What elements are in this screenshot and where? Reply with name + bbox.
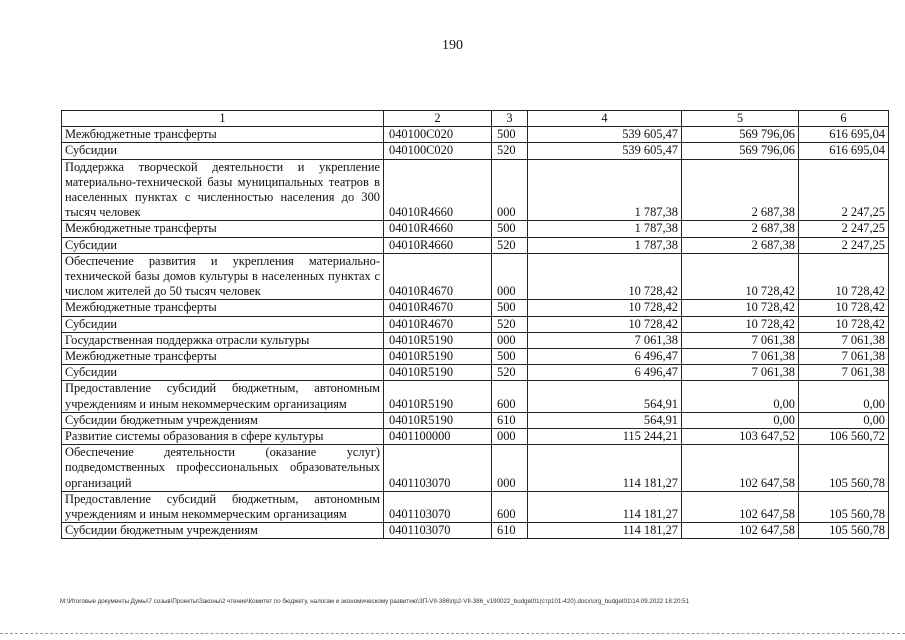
row-type: 000 [492, 253, 528, 300]
row-value-2: 2 687,38 [682, 221, 799, 237]
row-name: Предоставление субсидий бюджетным, автономным учреждениям и иным некоммерческим организациям [62, 381, 384, 412]
row-value-1: 10 728,42 [528, 300, 682, 316]
row-type: 500 [492, 349, 528, 365]
row-code: 04010R5190 [384, 349, 492, 365]
row-type: 000 [492, 159, 528, 221]
table-row [62, 300, 889, 316]
row-type: 520 [492, 316, 528, 332]
header-cell-4: 4 [528, 111, 682, 127]
row-value-1: 1 787,38 [528, 159, 682, 221]
row-value-1: 539 605,47 [528, 143, 682, 159]
row-type: 600 [492, 491, 528, 522]
row-type: 610 [492, 523, 528, 539]
header-cell-2: 2 [384, 111, 492, 127]
row-type: 000 [492, 429, 528, 445]
row-value-2: 7 061,38 [682, 332, 799, 348]
header-cell-1: 1 [62, 111, 384, 127]
table-row [62, 237, 889, 253]
header-cell-6: 6 [799, 111, 889, 127]
row-value-2: 7 061,38 [682, 365, 799, 381]
row-name: Межбюджетные трансферты [62, 127, 384, 143]
table-row [62, 221, 889, 237]
row-value-1: 114 181,27 [528, 491, 682, 522]
row-code: 04010R5190 [384, 412, 492, 428]
table-row [62, 349, 889, 365]
row-value-1: 10 728,42 [528, 316, 682, 332]
row-value-2: 2 687,38 [682, 159, 799, 221]
row-value-1: 115 244,21 [528, 429, 682, 445]
row-code: 04010R5190 [384, 332, 492, 348]
table-row [62, 127, 889, 143]
table-row [62, 332, 889, 348]
row-value-2: 103 647,52 [682, 429, 799, 445]
header-cell-5: 5 [682, 111, 799, 127]
row-name: Поддержка творческой деятельности и укрепление материально-технической базы муниципальных театров в населенных пунктах с численностью населения до 300 тысяч человек [62, 159, 384, 221]
row-value-2: 569 796,06 [682, 127, 799, 143]
row-value-1: 539 605,47 [528, 127, 682, 143]
row-value-2: 10 728,42 [682, 300, 799, 316]
row-code: 0401103070 [384, 523, 492, 539]
row-code: 0401100000 [384, 429, 492, 445]
row-value-2: 102 647,58 [682, 491, 799, 522]
row-value-2: 10 728,42 [682, 316, 799, 332]
table-row [62, 429, 889, 445]
row-type: 520 [492, 365, 528, 381]
row-code: 040100C020 [384, 127, 492, 143]
row-name: Государственная поддержка отрасли культуры [62, 332, 384, 348]
row-type: 520 [492, 143, 528, 159]
row-code: 04010R5190 [384, 381, 492, 412]
table-row [62, 253, 889, 300]
row-value-1: 10 728,42 [528, 253, 682, 300]
row-value-2: 0,00 [682, 412, 799, 428]
row-value-3: 616 695,04 [799, 143, 889, 159]
row-value-3: 105 560,78 [799, 491, 889, 522]
row-code: 04010R4660 [384, 159, 492, 221]
row-code: 04010R4670 [384, 316, 492, 332]
row-code: 04010R5190 [384, 365, 492, 381]
row-value-3: 7 061,38 [799, 365, 889, 381]
table-row [62, 445, 889, 492]
row-code: 04010R4660 [384, 221, 492, 237]
row-value-2: 0,00 [682, 381, 799, 412]
row-type: 500 [492, 127, 528, 143]
row-name: Субсидии [62, 365, 384, 381]
row-value-2: 569 796,06 [682, 143, 799, 159]
bottom-divider [0, 633, 905, 634]
row-name: Межбюджетные трансферты [62, 300, 384, 316]
table-header-row [62, 111, 889, 127]
row-value-2: 102 647,58 [682, 523, 799, 539]
row-name: Субсидии бюджетным учреждениям [62, 523, 384, 539]
row-value-2: 7 061,38 [682, 349, 799, 365]
row-name: Субсидии [62, 237, 384, 253]
row-value-2: 10 728,42 [682, 253, 799, 300]
row-value-1: 6 496,47 [528, 365, 682, 381]
table-body [62, 111, 889, 539]
row-value-2: 2 687,38 [682, 237, 799, 253]
row-value-1: 564,91 [528, 381, 682, 412]
row-type: 000 [492, 445, 528, 492]
footer-file-path: M:\Итоговые документы Думы\7 созыв\Проекты\Законы\2 чтение\Комитет по бюджету, налогам и экономическому развитию\ЗП-VII-386\пр2-VII-386_v190022_budget01(стр101-420).docx\org_budget01\14.09.2022 18:20:51 [60, 598, 690, 605]
table-row [62, 381, 889, 412]
row-value-3: 10 728,42 [799, 300, 889, 316]
row-value-1: 114 181,27 [528, 523, 682, 539]
row-name: Субсидии [62, 316, 384, 332]
header-cell-3: 3 [492, 111, 528, 127]
row-value-3: 0,00 [799, 381, 889, 412]
table-row [62, 523, 889, 539]
row-value-3: 0,00 [799, 412, 889, 428]
row-value-3: 616 695,04 [799, 127, 889, 143]
row-type: 600 [492, 381, 528, 412]
row-type: 610 [492, 412, 528, 428]
row-code: 04010R4670 [384, 300, 492, 316]
row-name: Субсидии бюджетным учреждениям [62, 412, 384, 428]
row-value-2: 102 647,58 [682, 445, 799, 492]
table-row [62, 159, 889, 221]
table-row [62, 412, 889, 428]
row-code: 04010R4670 [384, 253, 492, 300]
row-value-3: 105 560,78 [799, 445, 889, 492]
row-value-3: 7 061,38 [799, 332, 889, 348]
row-value-1: 1 787,38 [528, 237, 682, 253]
row-name: Обеспечение деятельности (оказание услуг) подведомственных профессиональных образовательных организаций [62, 445, 384, 492]
table-row [62, 143, 889, 159]
row-code: 04010R4660 [384, 237, 492, 253]
row-value-3: 2 247,25 [799, 237, 889, 253]
row-value-3: 10 728,42 [799, 253, 889, 300]
row-value-1: 6 496,47 [528, 349, 682, 365]
row-code: 0401103070 [384, 445, 492, 492]
row-value-1: 114 181,27 [528, 445, 682, 492]
row-value-3: 2 247,25 [799, 159, 889, 221]
row-name: Предоставление субсидий бюджетным, автономным учреждениям и иным некоммерческим организациям [62, 491, 384, 522]
row-code: 040100C020 [384, 143, 492, 159]
row-name: Межбюджетные трансферты [62, 349, 384, 365]
row-value-3: 10 728,42 [799, 316, 889, 332]
row-value-1: 564,91 [528, 412, 682, 428]
page-number: 190 [442, 38, 463, 53]
row-value-3: 105 560,78 [799, 523, 889, 539]
row-value-3: 106 560,72 [799, 429, 889, 445]
row-name: Обеспечение развития и укрепления материально-технической базы домов культуры в населенных пунктах с числом жителей до 50 тысяч человек [62, 253, 384, 300]
row-type: 500 [492, 300, 528, 316]
row-name: Субсидии [62, 143, 384, 159]
budget-table [61, 110, 889, 539]
row-name: Развитие системы образования в сфере культуры [62, 429, 384, 445]
row-name: Межбюджетные трансферты [62, 221, 384, 237]
table-row [62, 491, 889, 522]
table-row [62, 316, 889, 332]
row-value-1: 7 061,38 [528, 332, 682, 348]
row-value-3: 2 247,25 [799, 221, 889, 237]
row-value-1: 1 787,38 [528, 221, 682, 237]
row-value-3: 7 061,38 [799, 349, 889, 365]
table-row [62, 365, 889, 381]
row-type: 520 [492, 237, 528, 253]
row-type: 000 [492, 332, 528, 348]
row-type: 500 [492, 221, 528, 237]
row-code: 0401103070 [384, 491, 492, 522]
